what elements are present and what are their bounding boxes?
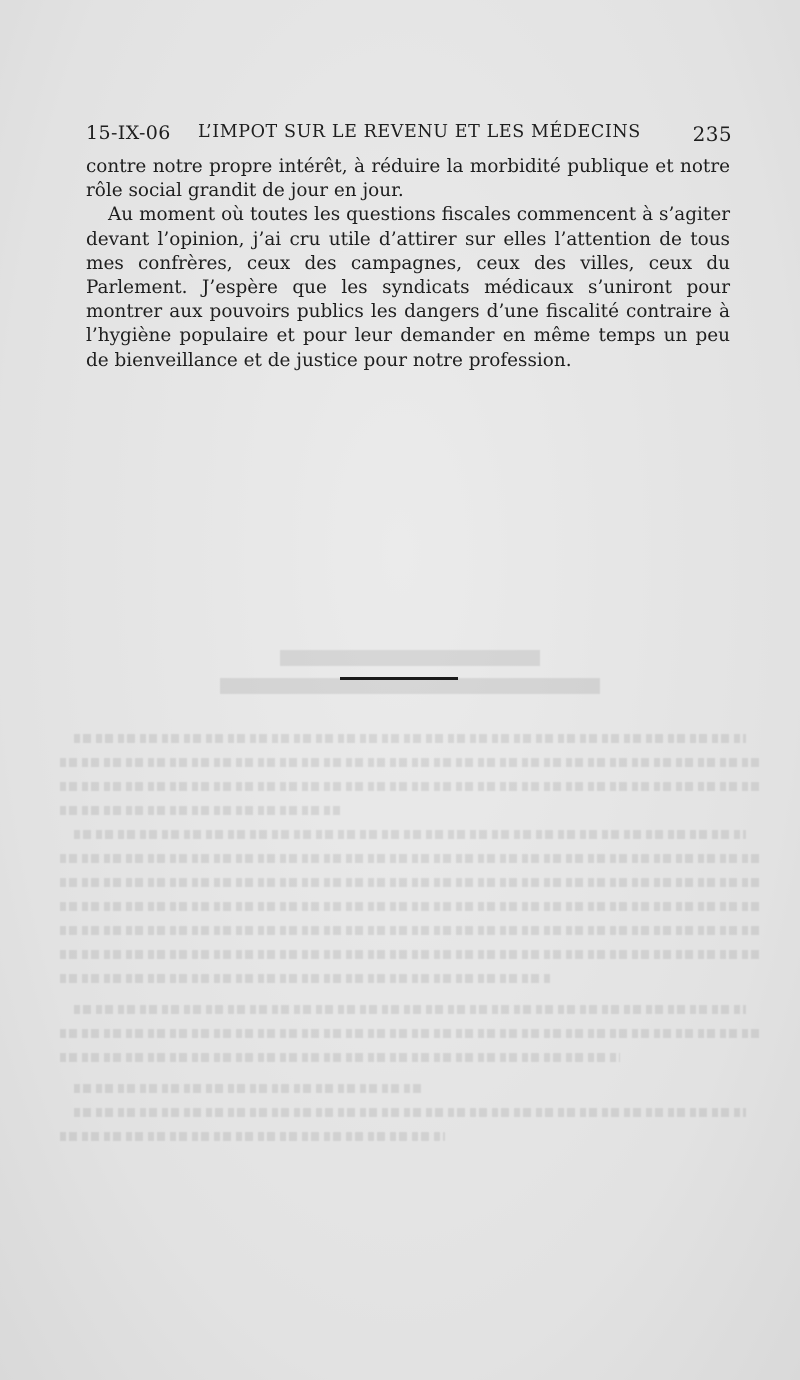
running-title: L’IMPOT SUR LE REVENU ET LES MÉDECINS — [198, 122, 641, 142]
running-header — [86, 118, 732, 148]
issue-date: 15-IX-06 — [86, 122, 171, 144]
paragraph: Au moment où toutes les questions fiscales commencent à s’agiter devant l’opinion, j’ai cru utile d’attirer sur elles l’attention de tous mes confrères, ceux des campagnes, ceux des villes, ceux du Parlement. J’espère que les syndicats médicaux s’uniront pour montrer aux pouvoirs publics les dangers d’une fiscalité contraire à l’hygiène populaire et pour leur demander en même temps un peu de bienveillance et de justice pour notre profession. — [86, 204, 730, 371]
paragraph: contre notre propre intérêt, à réduire la morbidité publique et notre rôle social grandit de jour en jour. — [86, 156, 730, 202]
article-body — [86, 155, 730, 373]
show-through-text — [60, 650, 760, 1270]
section-separator-rule — [340, 677, 458, 680]
page-number: 235 — [692, 122, 732, 146]
